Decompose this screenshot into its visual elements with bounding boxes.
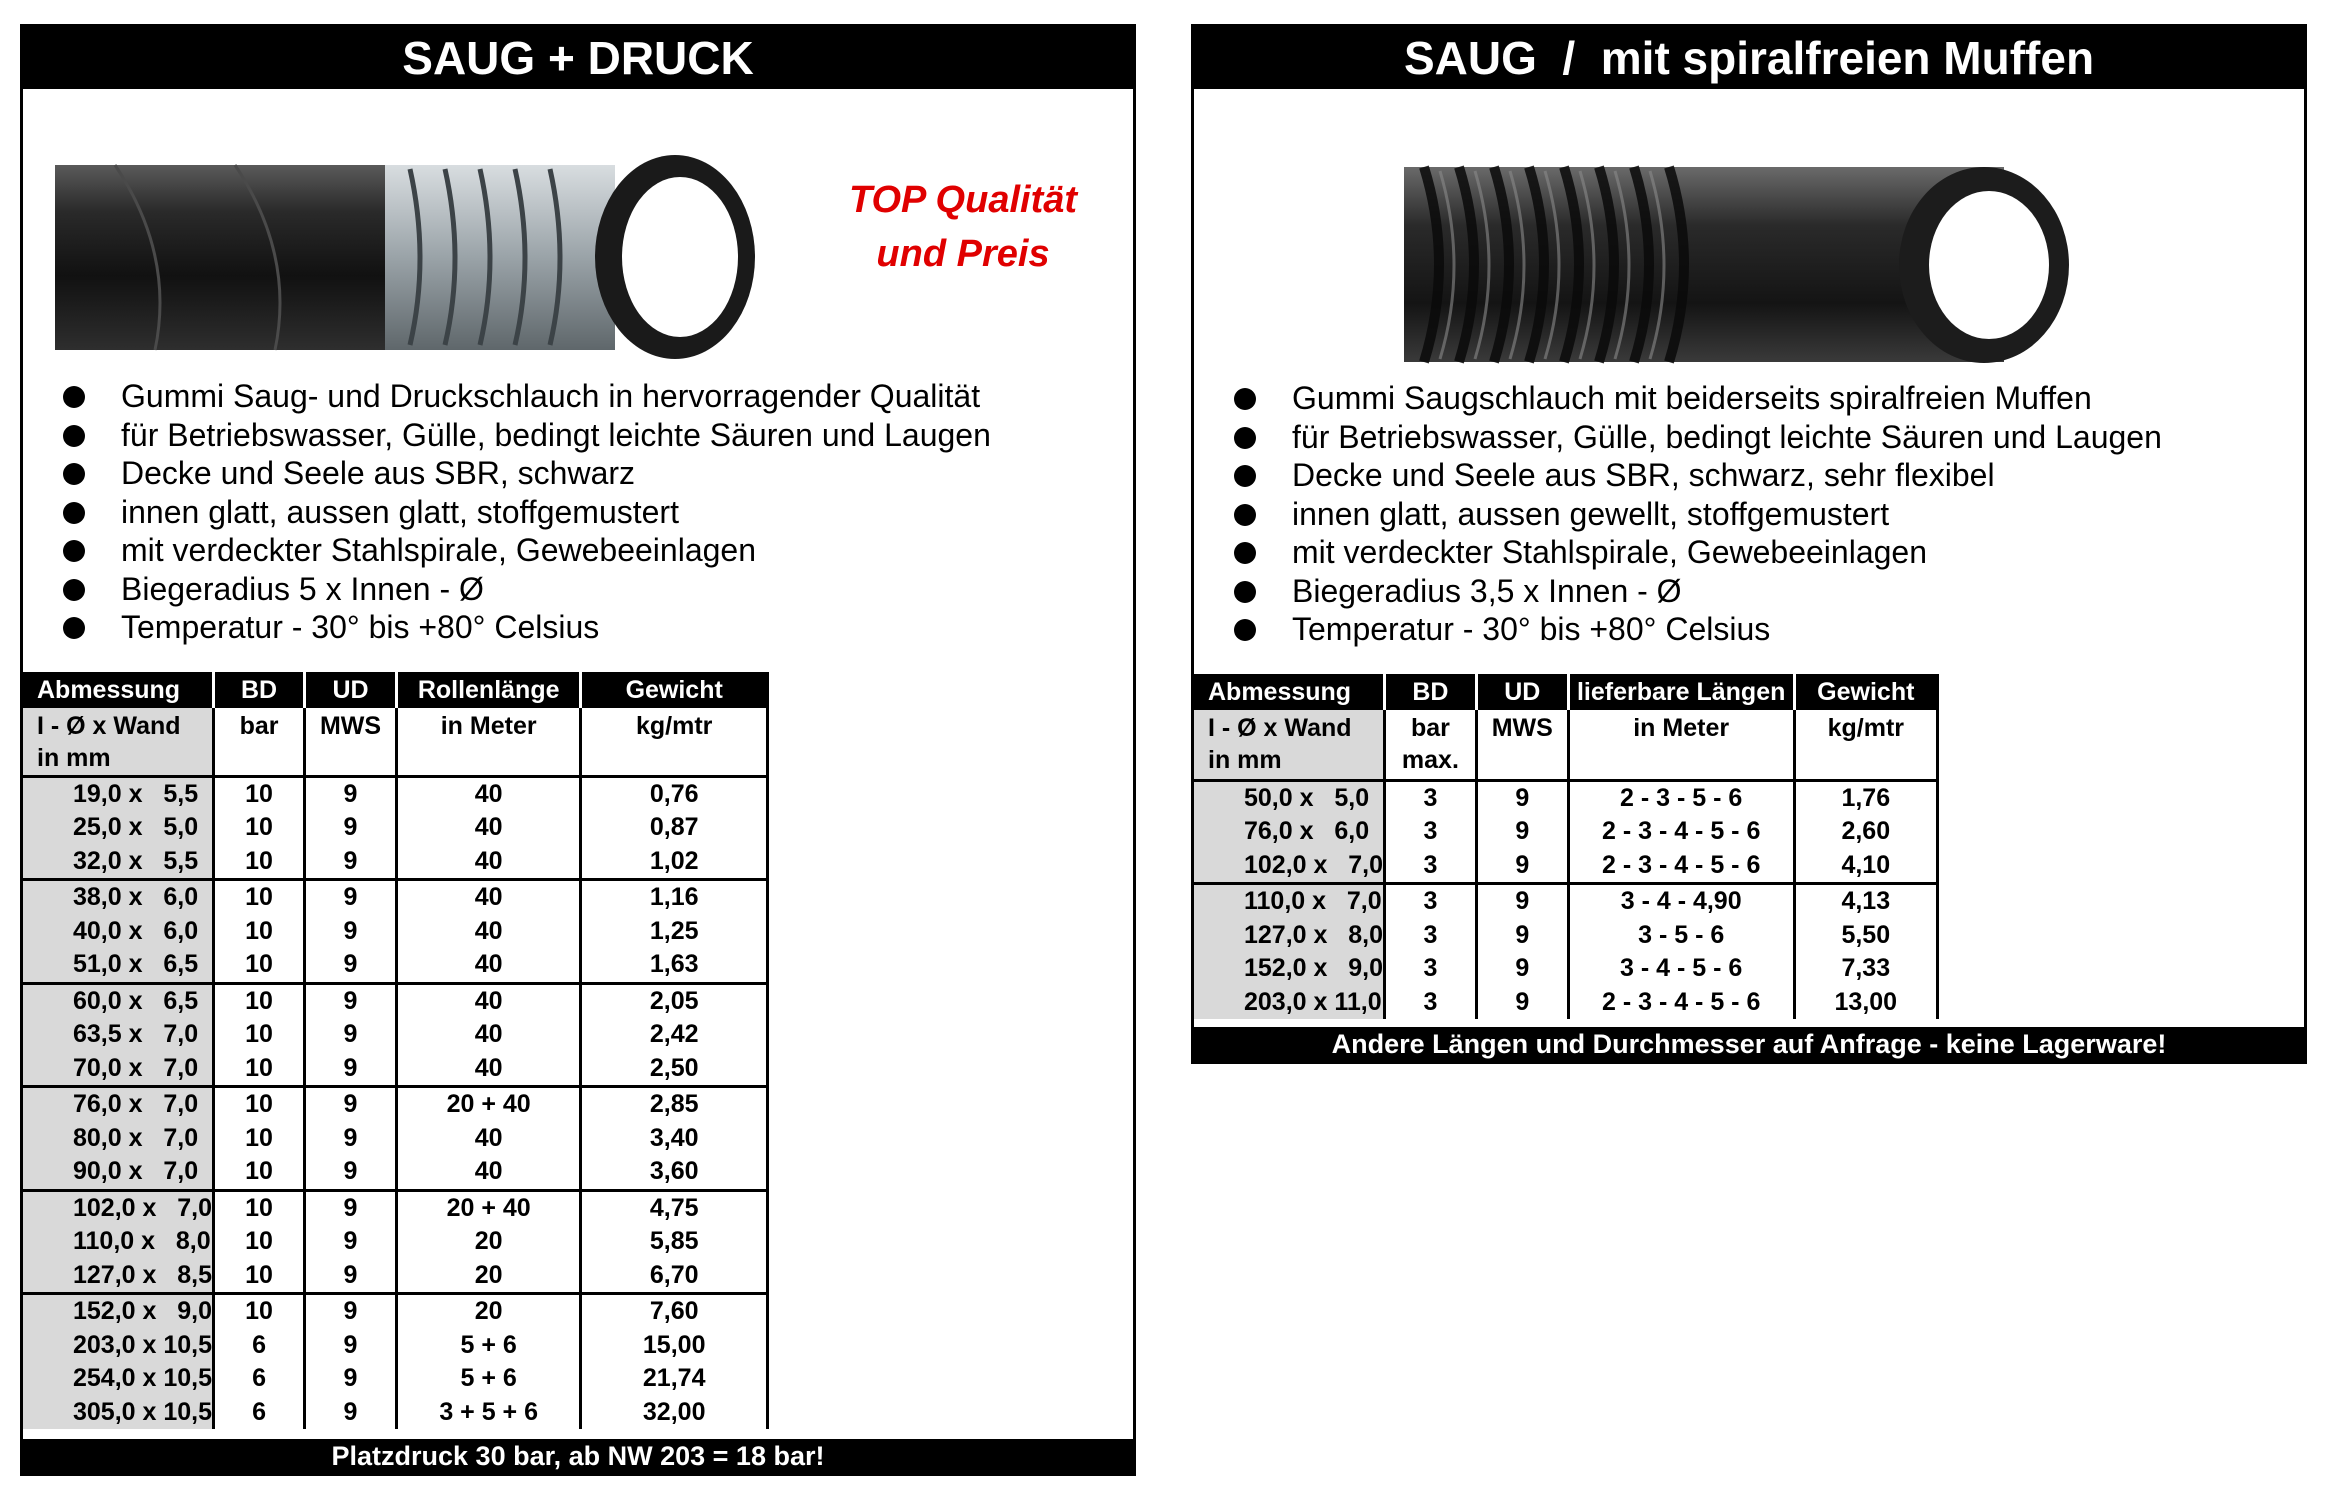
table-cell: 3 - 4 - 4,90 <box>1568 884 1794 919</box>
table-cell: 9 <box>305 811 397 845</box>
table-cell: 1,02 <box>581 845 768 880</box>
table-cell: 80,0 x 7,0 <box>23 1122 214 1156</box>
table-cell: 40 <box>396 983 580 1018</box>
feature-item: Gummi Saugschlauch mit beiderseits spiralfreien Muffen <box>1214 379 2162 418</box>
table-cell: 2 - 3 - 4 - 5 - 6 <box>1568 815 1794 849</box>
table-cell: 2 - 3 - 5 - 6 <box>1568 780 1794 815</box>
table-cell: 5 + 6 <box>396 1362 580 1396</box>
table-cell: 9 <box>305 1087 397 1122</box>
table-cell: 60,0 x 6,5 <box>23 983 214 1018</box>
subheader-weight: kg/mtr <box>581 708 768 776</box>
table-cell: 50,0 x 5,0 <box>1194 780 1385 815</box>
table-cell: 3 <box>1385 952 1477 986</box>
table-cell: 2,42 <box>581 1018 768 1052</box>
table-cell: 9 <box>305 1259 397 1294</box>
table-cell: 20 <box>396 1294 580 1329</box>
table-cell: 3 <box>1385 780 1477 815</box>
table-cell: 152,0 x 9,0 <box>23 1294 214 1329</box>
table-row <box>23 811 768 845</box>
panel-saug-druck <box>20 24 1136 1476</box>
table-row <box>23 1294 768 1329</box>
table-cell: 9 <box>305 1329 397 1363</box>
table-row <box>23 1122 768 1156</box>
bullet-icon <box>1234 465 1256 487</box>
bullet-icon <box>63 579 85 601</box>
table-cell: 4,13 <box>1794 884 1937 919</box>
bullet-icon <box>63 463 85 485</box>
corrugated-hose-image <box>1404 137 2084 372</box>
bullet-icon <box>63 502 85 524</box>
feature-list <box>1214 379 2162 649</box>
table-cell: 9 <box>1476 884 1568 919</box>
table-cell: 40 <box>396 811 580 845</box>
table-cell: 0,76 <box>581 776 768 811</box>
table-cell: 40 <box>396 915 580 949</box>
slogan-line-2: und Preis <box>876 233 1050 275</box>
bullet-icon <box>1234 388 1256 410</box>
table-cell: 9 <box>305 983 397 1018</box>
bullet-icon <box>1234 427 1256 449</box>
table-cell: 6,70 <box>581 1259 768 1294</box>
table-cell: 3 <box>1385 919 1477 953</box>
table-cell: 2,60 <box>1794 815 1937 849</box>
table-cell: 76,0 x 6,0 <box>1194 815 1385 849</box>
table-row <box>1194 884 1938 919</box>
table-row <box>23 1225 768 1259</box>
subheader-roll-length: in Meter <box>396 708 580 776</box>
table-cell: 6 <box>214 1362 305 1396</box>
header-roll-length: Rollenlänge <box>396 672 580 708</box>
feature-item: mit verdeckter Stahlspirale, Gewebeeinlagen <box>43 531 991 570</box>
table-cell: 3 <box>1385 815 1477 849</box>
table-cell: 254,0 x 10,5 <box>23 1362 214 1396</box>
table-cell: 38,0 x 6,0 <box>23 880 214 915</box>
header-lengths: lieferbare Längen <box>1568 674 1794 710</box>
table-cell: 40 <box>396 880 580 915</box>
table-cell: 20 + 40 <box>396 1087 580 1122</box>
table-cell: 2 - 3 - 4 - 5 - 6 <box>1568 849 1794 884</box>
table-cell: 6 <box>214 1396 305 1430</box>
table-cell: 2,05 <box>581 983 768 1018</box>
table-row <box>23 845 768 880</box>
header-ud: UD <box>1476 674 1568 710</box>
footer-note: Andere Längen und Durchmesser auf Anfrage - keine Lagerware! <box>1194 1027 2304 1061</box>
table-cell: 3 - 4 - 5 - 6 <box>1568 952 1794 986</box>
table-row <box>23 776 768 811</box>
table-row <box>23 1087 768 1122</box>
feature-item: für Betriebswasser, Gülle, bedingt leichte Säuren und Laugen <box>43 416 991 455</box>
feature-item: Decke und Seele aus SBR, schwarz <box>43 454 991 493</box>
table-cell: 203,0 x 11,0 <box>1194 986 1385 1020</box>
panel-title: SAUG / mit spiralfreien Muffen <box>1194 27 2304 89</box>
table-cell: 10 <box>214 811 305 845</box>
table-cell: 4,75 <box>581 1190 768 1225</box>
table-row <box>23 983 768 1018</box>
subheader-ud: MWS <box>1476 710 1568 780</box>
table-cell: 5,50 <box>1794 919 1937 953</box>
table-cell: 40 <box>396 1052 580 1087</box>
table-cell: 1,16 <box>581 880 768 915</box>
slogan <box>803 173 1123 281</box>
table-cell: 20 <box>396 1259 580 1294</box>
table-row <box>23 915 768 949</box>
table-row <box>1194 919 1938 953</box>
table-cell: 4,10 <box>1794 849 1937 884</box>
table-cell: 127,0 x 8,5 <box>23 1259 214 1294</box>
table-cell: 15,00 <box>581 1329 768 1363</box>
table-cell: 76,0 x 7,0 <box>23 1087 214 1122</box>
subheader-weight: kg/mtr <box>1794 710 1937 780</box>
subheader-bd: bar max. <box>1385 710 1477 780</box>
table-cell: 20 <box>396 1225 580 1259</box>
table-cell: 40 <box>396 1155 580 1190</box>
table-cell: 40 <box>396 1018 580 1052</box>
table-cell: 3,40 <box>581 1122 768 1156</box>
table-cell: 6 <box>214 1329 305 1363</box>
table-cell: 9 <box>305 1225 397 1259</box>
header-bd: BD <box>214 672 305 708</box>
table-cell: 2,50 <box>581 1052 768 1087</box>
table-cell: 40 <box>396 1122 580 1156</box>
header-weight: Gewicht <box>1794 674 1937 710</box>
table-cell: 3,60 <box>581 1155 768 1190</box>
table-cell: 10 <box>214 983 305 1018</box>
header-bd: BD <box>1385 674 1477 710</box>
table-cell: 2,85 <box>581 1087 768 1122</box>
table-cell: 40 <box>396 845 580 880</box>
header-ud: UD <box>305 672 397 708</box>
table-cell: 5 + 6 <box>396 1329 580 1363</box>
bullet-icon <box>63 540 85 562</box>
panel-saug-muffen <box>1191 24 2307 1064</box>
feature-item: Decke und Seele aus SBR, schwarz, sehr flexibel <box>1214 456 2162 495</box>
bullet-icon <box>63 425 85 447</box>
feature-item: Biegeradius 5 x Innen - Ø <box>43 570 991 609</box>
table-cell: 9 <box>305 1362 397 1396</box>
bullet-icon <box>1234 542 1256 564</box>
table-cell: 1,63 <box>581 948 768 983</box>
table-cell: 9 <box>305 1396 397 1430</box>
table-row <box>23 1190 768 1225</box>
subheader-dimension: I - Ø x Wand in mm <box>1194 710 1385 780</box>
panel-title: SAUG + DRUCK <box>23 27 1133 89</box>
table-cell: 9 <box>305 845 397 880</box>
table-cell: 3 - 5 - 6 <box>1568 919 1794 953</box>
table-cell: 40 <box>396 776 580 811</box>
smooth-hose-image <box>55 125 775 385</box>
table-cell: 32,0 x 5,5 <box>23 845 214 880</box>
table-cell: 1,76 <box>1794 780 1937 815</box>
table-row <box>23 1362 768 1396</box>
table-cell: 127,0 x 8,0 <box>1194 919 1385 953</box>
bullet-icon <box>1234 581 1256 603</box>
table-row <box>1194 986 1938 1020</box>
table-cell: 10 <box>214 1225 305 1259</box>
table-row <box>23 1329 768 1363</box>
table-cell: 9 <box>1476 849 1568 884</box>
table-cell: 13,00 <box>1794 986 1937 1020</box>
table-cell: 102,0 x 7,0 <box>1194 849 1385 884</box>
table-cell: 9 <box>305 1190 397 1225</box>
header-dimension: Abmessung <box>23 672 214 708</box>
table-row <box>1194 780 1938 815</box>
feature-item: mit verdeckter Stahlspirale, Gewebeeinlagen <box>1214 533 2162 572</box>
table-row <box>23 948 768 983</box>
table-cell: 9 <box>305 1018 397 1052</box>
table-row <box>23 1052 768 1087</box>
table-cell: 10 <box>214 948 305 983</box>
bullet-icon <box>63 386 85 408</box>
table-row <box>23 1259 768 1294</box>
table-cell: 19,0 x 5,5 <box>23 776 214 811</box>
feature-item: innen glatt, aussen glatt, stoffgemustert <box>43 493 991 532</box>
table-cell: 3 + 5 + 6 <box>396 1396 580 1430</box>
table-cell: 9 <box>305 1294 397 1329</box>
table-cell: 10 <box>214 1190 305 1225</box>
spec-table <box>23 672 769 1429</box>
table-cell: 40,0 x 6,0 <box>23 915 214 949</box>
table-cell: 10 <box>214 1294 305 1329</box>
subheader-bd: bar <box>214 708 305 776</box>
table-cell: 9 <box>305 948 397 983</box>
table-cell: 10 <box>214 776 305 811</box>
table-row <box>1194 849 1938 884</box>
feature-item: Gummi Saug- und Druckschlauch in hervorragender Qualität <box>43 377 991 416</box>
footer-note: Platzdruck 30 bar, ab NW 203 = 18 bar! <box>23 1439 1133 1473</box>
table-cell: 110,0 x 7,0 <box>1194 884 1385 919</box>
table-cell: 10 <box>214 1087 305 1122</box>
table-cell: 110,0 x 8,0 <box>23 1225 214 1259</box>
table-cell: 9 <box>305 880 397 915</box>
feature-item: innen glatt, aussen gewellt, stoffgemustert <box>1214 495 2162 534</box>
feature-item: Temperatur - 30° bis +80° Celsius <box>43 608 991 647</box>
table-cell: 70,0 x 7,0 <box>23 1052 214 1087</box>
table-cell: 51,0 x 6,5 <box>23 948 214 983</box>
table-cell: 9 <box>1476 780 1568 815</box>
table-cell: 63,5 x 7,0 <box>23 1018 214 1052</box>
bullet-icon <box>1234 504 1256 526</box>
table-cell: 40 <box>396 948 580 983</box>
spec-table <box>1194 674 1939 1019</box>
subheader-lengths: in Meter <box>1568 710 1794 780</box>
table-cell: 5,85 <box>581 1225 768 1259</box>
table-cell: 10 <box>214 880 305 915</box>
table-row <box>23 1396 768 1430</box>
subheader-dimension: I - Ø x Wand in mm <box>23 708 214 776</box>
table-cell: 152,0 x 9,0 <box>1194 952 1385 986</box>
table-cell: 10 <box>214 1122 305 1156</box>
feature-item: Biegeradius 3,5 x Innen - Ø <box>1214 572 2162 611</box>
bullet-icon <box>1234 619 1256 641</box>
feature-list <box>43 377 991 647</box>
table-cell: 305,0 x 10,5 <box>23 1396 214 1430</box>
table-cell: 9 <box>305 1052 397 1087</box>
table-row <box>23 880 768 915</box>
table-cell: 9 <box>1476 919 1568 953</box>
table-row <box>23 1155 768 1190</box>
table-cell: 9 <box>305 776 397 811</box>
table-cell: 9 <box>305 1155 397 1190</box>
table-cell: 10 <box>214 845 305 880</box>
table-cell: 9 <box>305 1122 397 1156</box>
table-cell: 0,87 <box>581 811 768 845</box>
table-cell: 10 <box>214 1052 305 1087</box>
table-cell: 90,0 x 7,0 <box>23 1155 214 1190</box>
table-cell: 7,33 <box>1794 952 1937 986</box>
table-cell: 25,0 x 5,0 <box>23 811 214 845</box>
table-cell: 21,74 <box>581 1362 768 1396</box>
table-cell: 3 <box>1385 884 1477 919</box>
table-cell: 10 <box>214 1155 305 1190</box>
table-row <box>23 1018 768 1052</box>
table-row <box>1194 815 1938 849</box>
table-cell: 9 <box>305 915 397 949</box>
table-cell: 203,0 x 10,5 <box>23 1329 214 1363</box>
table-cell: 20 + 40 <box>396 1190 580 1225</box>
slogan-line-1: TOP Qualität <box>848 179 1078 221</box>
table-cell: 102,0 x 7,0 <box>23 1190 214 1225</box>
table-cell: 10 <box>214 915 305 949</box>
feature-item: Temperatur - 30° bis +80° Celsius <box>1214 610 2162 649</box>
table-cell: 10 <box>214 1259 305 1294</box>
table-cell: 1,25 <box>581 915 768 949</box>
table-cell: 3 <box>1385 849 1477 884</box>
header-weight: Gewicht <box>581 672 768 708</box>
table-cell: 9 <box>1476 952 1568 986</box>
table-cell: 3 <box>1385 986 1477 1020</box>
table-cell: 7,60 <box>581 1294 768 1329</box>
table-cell: 9 <box>1476 815 1568 849</box>
table-cell: 10 <box>214 1018 305 1052</box>
table-row <box>1194 952 1938 986</box>
table-cell: 32,00 <box>581 1396 768 1430</box>
header-dimension: Abmessung <box>1194 674 1385 710</box>
bullet-icon <box>63 617 85 639</box>
feature-item: für Betriebswasser, Gülle, bedingt leichte Säuren und Laugen <box>1214 418 2162 457</box>
table-cell: 2 - 3 - 4 - 5 - 6 <box>1568 986 1794 1020</box>
subheader-ud: MWS <box>305 708 397 776</box>
table-cell: 9 <box>1476 986 1568 1020</box>
